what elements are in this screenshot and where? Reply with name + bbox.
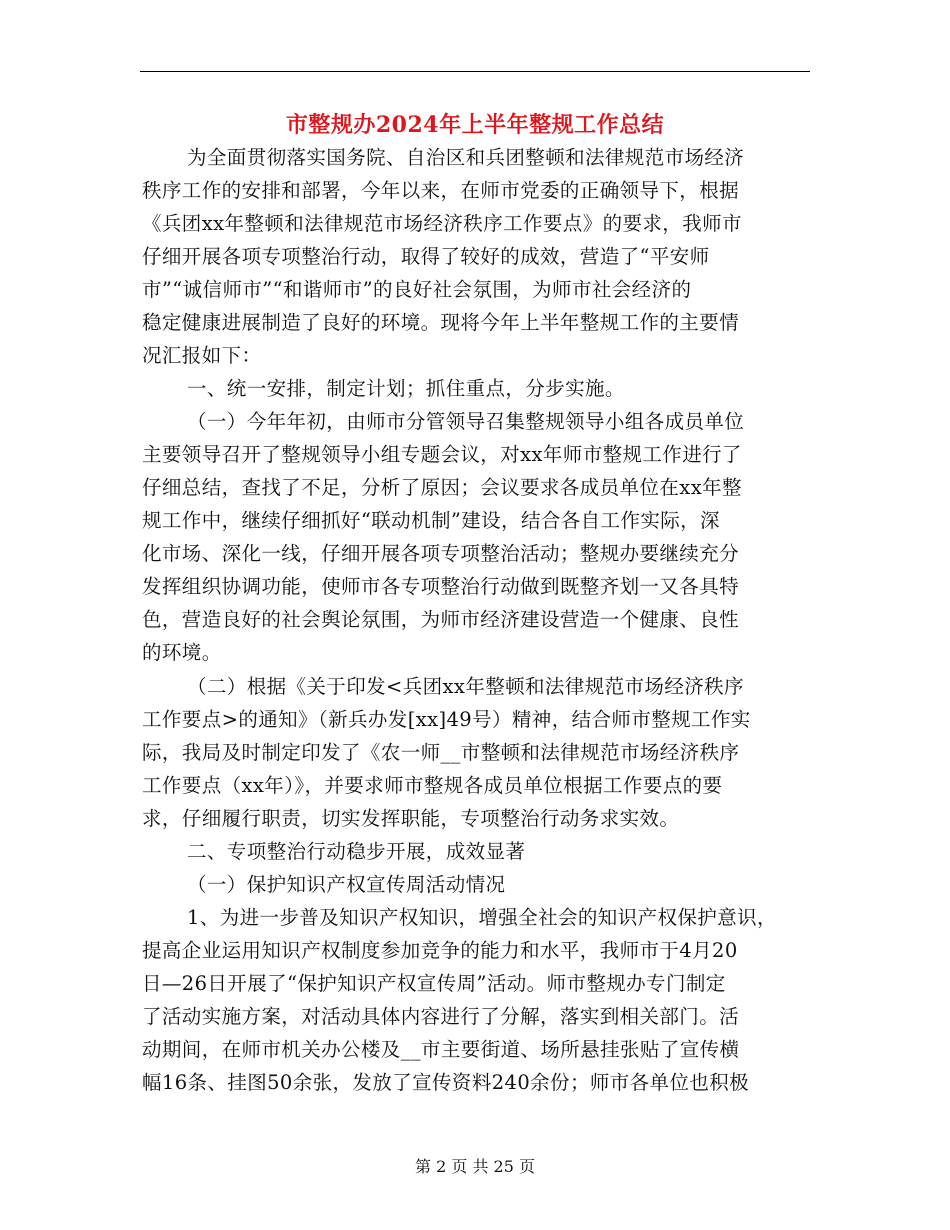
body-line: 提高企业运用知识产权制度参加竞争的能力和水平，我师市于4月20 (142, 939, 738, 962)
body-line: 工作要点（xx年）》，并要求师市整规各成员单位根据工作要点的要 (142, 774, 723, 797)
body-line: 工作要点>的通知》（新兵办发[xx]49号）精神，结合师市整规工作实 (142, 708, 751, 731)
body-line: 秩序工作的安排和部署，今年以来，在师市党委的正确领导下，根据 (142, 179, 740, 202)
body-line: （二）根据《关于印发<兵团xx年整顿和法律规范市场经济秩序 (187, 675, 744, 698)
subsection-heading: （一）保护知识产权宣传周活动情况 (187, 873, 506, 896)
body-line: 为全面贯彻落实国务院、自治区和兵团整顿和法律规范市场经济 (187, 146, 745, 169)
section-heading: 二、专项整治行动稳步开展，成效显著 (187, 840, 526, 863)
page-indicator: 第 2 页 共 25 页 (415, 1157, 535, 1176)
body-line: 动期间，在师市机关办公楼及__市主要街道、场所悬挂张贴了宣传横 (142, 1038, 740, 1061)
section-heading: 一、统一安排，制定计划；抓住重点，分步实施。 (187, 377, 625, 400)
body-line: 日—26日开展了“保护知识产权宣传周”活动。师市整规办专门制定 (142, 972, 726, 995)
body-line: 规工作中，继续仔细抓好“联动机制”建设，结合各自工作实际，深 (142, 509, 720, 532)
document-title: 市整规办2024年上半年整规工作总结 (285, 112, 665, 138)
body-line: 际，我局及时制定印发了《农一师__市整顿和法律规范市场经济秩序 (142, 741, 740, 764)
body-line: 主要领导召开了整规领导小组专题会议，对xx年师市整规工作进行了 (142, 443, 742, 466)
body-line: 化市场、深化一线，仔细开展各项专项整治活动；整规办要继续充分 (142, 542, 740, 565)
body-line: 《兵团xx年整顿和法律规范市场经济秩序工作要点》的要求，我师市 (142, 212, 742, 235)
body-line: 发挥组织协调功能，使师市各专项整治行动做到既整齐划一又各具特 (142, 575, 740, 598)
body-line: 稳定健康进展制造了良好的环境。现将今年上半年整规工作的主要情 (142, 311, 740, 334)
body-line: 况汇报如下： (142, 344, 262, 367)
body-line: 的环境。 (142, 641, 222, 664)
body-line: 幅16条、挂图50余张，发放了宣传资料240余份；师市各单位也积极 (142, 1071, 750, 1094)
body-line: 了活动实施方案，对活动具体内容进行了分解，落实到相关部门。活 (142, 1005, 740, 1028)
body-line: （一）今年年初，由师市分管领导召集整规领导小组各成员单位 (187, 410, 745, 433)
body-line: 仔细开展各项专项整治行动，取得了较好的成效，营造了“平安师 (142, 245, 710, 268)
body-line: 仔细总结，查找了不足，分析了原因；会议要求各成员单位在xx年整 (142, 476, 742, 499)
header-rule (140, 71, 810, 72)
body-line: 色，营造良好的社会舆论氛围，为师市经济建设营造一个健康、良性 (142, 608, 740, 631)
body-line: 市”“诚信师市”“和谐师市”的良好社会氛围，为师市社会经济的 (142, 278, 692, 301)
body-line: 求，仔细履行职责，切实发挥职能，专项整治行动务求实效。 (142, 807, 680, 830)
body-line: 1、为进一步普及知识产权知识，增强全社会的知识产权保护意识， (187, 906, 777, 929)
